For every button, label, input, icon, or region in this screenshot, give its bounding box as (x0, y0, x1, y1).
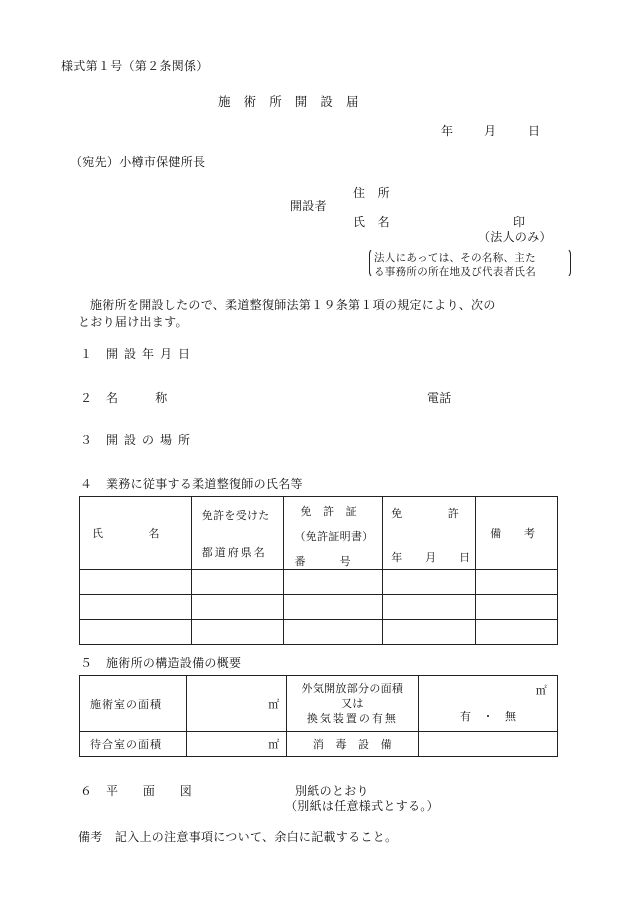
ventilation-label (286, 676, 419, 732)
note-cell[interactable] (476, 570, 558, 595)
facility-row-1 (80, 676, 558, 732)
item1-label: 開設年月日 (106, 347, 197, 361)
item4-label: 業務に従事する柔道整復師の氏名等 (106, 477, 303, 491)
license-number-cell[interactable] (284, 570, 383, 595)
phone-label: 電話 (427, 391, 452, 405)
page-title: 施 術 所 開 設 届 (218, 94, 359, 109)
prefecture-cell[interactable] (191, 595, 284, 620)
header-license-line3: 番 号 (294, 555, 351, 568)
header-date-line2: 年 月 日 (391, 551, 471, 564)
remarks: 備考 記入上の注意事項について、余白に記載すること。 (78, 830, 398, 844)
seal-mark: 印 (513, 215, 526, 229)
item6-note1: 別紙のとおり (295, 784, 369, 798)
item6-note2: （別紙は任意様式とする。） (285, 799, 439, 813)
note-cell[interactable] (476, 595, 558, 620)
date-year-label: 年 (441, 124, 454, 138)
header-name: 氏 名 (80, 497, 192, 570)
license-date-cell[interactable] (383, 620, 476, 645)
ventilation-line1: 外気開放部分の面積 (301, 682, 404, 695)
item5-label: 施術所の構造設備の概要 (106, 656, 242, 670)
item2-label: 名 称 (106, 391, 168, 405)
waiting-area-unit: ㎡ (268, 738, 280, 751)
intro-line-2: とおり届け出ます。 (78, 315, 188, 329)
applicant-label: 開設者 (290, 199, 327, 213)
waiting-area-cell[interactable] (186, 732, 286, 757)
waiting-area-label: 待合室の面積 (80, 732, 187, 757)
name-label: 氏 名 (353, 215, 390, 229)
facility-row-2 (80, 732, 558, 757)
room-area-label: 施術室の面積 (80, 676, 187, 732)
table-row (80, 620, 558, 645)
staff-table-header (80, 497, 558, 570)
facility-table (79, 675, 558, 757)
header-pref-line2: 都道府県名 (201, 546, 267, 559)
license-number-cell[interactable] (284, 595, 383, 620)
prefecture-cell[interactable] (191, 570, 284, 595)
header-license-line2: （免許証明書） (294, 530, 374, 543)
item4-number: ４ (80, 477, 93, 491)
ventilation-unit: ㎡ (535, 684, 547, 697)
disinfection-label: 消 毒 設 備 (286, 732, 419, 757)
license-number-cell[interactable] (284, 620, 383, 645)
date-month-label: 月 (484, 124, 497, 138)
item6-number: ６ (80, 784, 93, 798)
header-pref (191, 497, 284, 570)
name-cell[interactable] (80, 570, 192, 595)
form-number: 様式第１号（第２条関係） (61, 59, 209, 73)
header-license (284, 497, 383, 570)
header-note: 備 考 (476, 497, 558, 570)
staff-table (79, 496, 558, 645)
intro-line-1: 施術所を開設したので、柔道整復師法第１９条第１項の規定により、次の (90, 298, 496, 312)
item3-label: 開設の場所 (106, 433, 197, 447)
name-cell[interactable] (80, 620, 192, 645)
room-area-cell[interactable] (186, 676, 286, 732)
license-date-cell[interactable] (383, 595, 476, 620)
address-label: 住 所 (353, 186, 390, 200)
disinfection-cell[interactable] (419, 732, 558, 757)
prefecture-cell[interactable] (191, 620, 284, 645)
item5-number: ５ (80, 656, 93, 670)
note-cell[interactable] (476, 620, 558, 645)
table-row (80, 570, 558, 595)
header-date (383, 497, 476, 570)
header-date-line1: 免 許 (391, 507, 460, 520)
corporate-note-line1: 法人にあっては、その名称、主た (374, 252, 536, 264)
yes-no-choice[interactable]: 有 ・ 無 (459, 710, 517, 723)
item2-number: ２ (80, 391, 93, 405)
header-license-line1: 免 許 証 (300, 505, 357, 518)
license-date-cell[interactable] (383, 570, 476, 595)
date-day-label: 日 (528, 124, 541, 138)
name-cell[interactable] (80, 595, 192, 620)
corporate-note-line2: る事務所の所在地及び代表者氏名 (374, 266, 536, 278)
item3-number: ３ (80, 433, 93, 447)
ventilation-cell[interactable] (419, 676, 558, 732)
table-row (80, 595, 558, 620)
addressee: （宛先）小樽市保健所長 (70, 155, 206, 169)
header-pref-line1: 免許を受けた (201, 509, 270, 522)
room-area-unit: ㎡ (268, 697, 280, 711)
item1-number: １ (80, 347, 93, 361)
ventilation-line3: 換気装置の有無 (306, 712, 398, 725)
seal-note: （法人のみ） (478, 230, 552, 244)
item6-label: 平 面 図 (106, 784, 193, 798)
ventilation-line2: 又は (341, 697, 364, 710)
